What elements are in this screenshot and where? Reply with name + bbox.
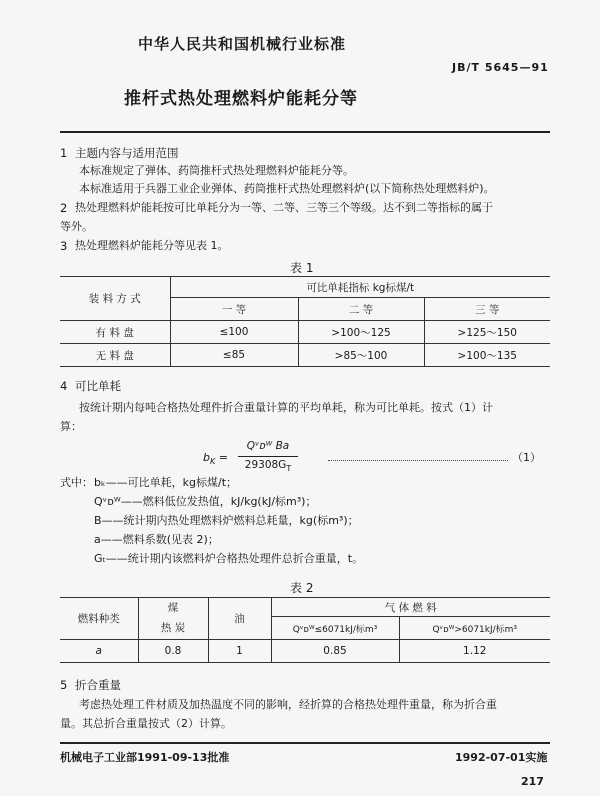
approval-date: 机械电子工业部1991-09-13批准 (60, 751, 230, 764)
table-cell: 1.12 (399, 640, 550, 663)
definition-item: a——燃料系数(见表 2)； (94, 533, 219, 546)
document-title: 推杆式热处理燃料炉能耗分等 (124, 89, 358, 109)
definition-item: bₖ——可比单耗，kg标煤/t； (94, 476, 238, 489)
section-3-text: 热处理燃料炉能耗分等见表 1。 (75, 239, 229, 252)
definitions-lead: 式中： (60, 476, 93, 489)
standard-code: JB/T 5645—91 (452, 61, 549, 74)
table-1-row-label: 无 料 盘 (60, 344, 170, 367)
formula-denominator: $29308G_T$ (244, 459, 292, 474)
section-5-title: 折合重量 (75, 678, 121, 692)
table-cell: 0.8 (138, 640, 208, 663)
section-4-paragraph-line-2: 算： (60, 420, 82, 433)
table-cell: ≤85 (170, 344, 298, 367)
table-cell: >100～125 (298, 321, 424, 344)
section-5-number: 5 (60, 678, 68, 692)
section-1-paragraph-2: 本标准适用于兵器工业企业弹体、药筒推杆式热处理燃料炉(以下简称热处理燃料炉)。 (79, 182, 495, 195)
section-5-paragraph-line-2: 量。其总折合重量按式（2）计算。 (60, 717, 232, 730)
table-2-header-oil: 油 (208, 598, 271, 640)
table-2-header-gas: 气 体 燃 料 (271, 598, 550, 617)
section-3-number: 3 (60, 239, 68, 253)
table-2-gas-sub-high: Qᵛᴅᵂ>6071kJ/标m³ (399, 617, 550, 640)
definition-item: Qᵛᴅᵂ——燃料低位发热值，kJ/kg(kJ/标m³)； (94, 495, 317, 508)
formula-numerator: Qᵛᴅᵂ Ba (246, 440, 290, 452)
table-1-header-loading: 装 料 方 式 (60, 277, 170, 321)
section-4-title: 可比单耗 (75, 379, 121, 393)
table-1-grade-3: 三 等 (424, 298, 550, 321)
table-cell: >85～100 (298, 344, 424, 367)
table-cell: ≤100 (170, 321, 298, 344)
table-cell: >125～150 (424, 321, 550, 344)
section-2-line-2: 等外。 (60, 220, 93, 233)
table-row (60, 321, 550, 344)
table-2-header-fuel: 燃料种类 (60, 598, 138, 640)
table-2-caption: 表 2 (290, 581, 314, 595)
table-cell: 1 (208, 640, 271, 663)
table-1-caption: 表 1 (290, 261, 314, 275)
effective-date: 1992-07-01实施 (455, 751, 548, 764)
table-2 (60, 597, 550, 663)
formula-lhs: $b_K$ = (203, 451, 228, 467)
section-1-title: 主题内容与适用范围 (75, 146, 179, 160)
section-4-paragraph-line-1: 按统计期内每吨合格热处理件折合重量计算的平均单耗，称为可比单耗。按式（1）计 (79, 401, 493, 414)
table-cell: 0.85 (271, 640, 399, 663)
section-5-paragraph-line-1: 考虑热处理工件材质及加热温度不同的影响，经折算的合格热处理件重量，称为折合重 (79, 698, 497, 711)
table-2-row-label: a (60, 640, 138, 663)
definition-item: B——统计期内热处理燃料炉燃料总耗量，kg(标m³)； (94, 514, 359, 527)
formula-leader-dots (328, 451, 508, 461)
section-2-line-1: 热处理燃料炉能耗按可比单耗分为一等、二等、三等三个等级。达不到二等指标的属于 (75, 201, 493, 214)
table-2-gas-sub-low: Qᵛᴅᵂ≤6071kJ/标m³ (271, 617, 399, 640)
footer-rule (60, 742, 550, 744)
table-cell: >100～135 (424, 344, 550, 367)
section-2-number: 2 (60, 201, 68, 215)
section-1-paragraph-1: 本标准规定了弹体、药筒推杆式热处理燃料炉能耗分等。 (79, 164, 354, 177)
fraction-bar (238, 456, 298, 457)
table-2-header-coal-sub: 热 炭 (138, 617, 208, 640)
table-1-row-label: 有 料 盘 (60, 321, 170, 344)
formula-number: （1） (512, 451, 541, 464)
section-4-number: 4 (60, 379, 68, 393)
table-row (60, 640, 550, 663)
table-1 (60, 276, 550, 367)
table-2-header-coal: 煤 (138, 598, 208, 617)
definition-item: Gₜ——统计期内该燃料炉合格热处理件总折合重量，t。 (94, 552, 364, 565)
header-rule (60, 131, 550, 133)
standard-org-title: 中华人民共和国机械行业标准 (138, 35, 347, 53)
page-number: 217 (521, 775, 544, 788)
table-1-header-indicator: 可比单耗指标 kg标煤/t (170, 277, 550, 298)
section-1-number: 1 (60, 146, 68, 160)
table-row (60, 344, 550, 367)
table-1-grade-2: 二 等 (298, 298, 424, 321)
table-1-grade-1: 一 等 (170, 298, 298, 321)
